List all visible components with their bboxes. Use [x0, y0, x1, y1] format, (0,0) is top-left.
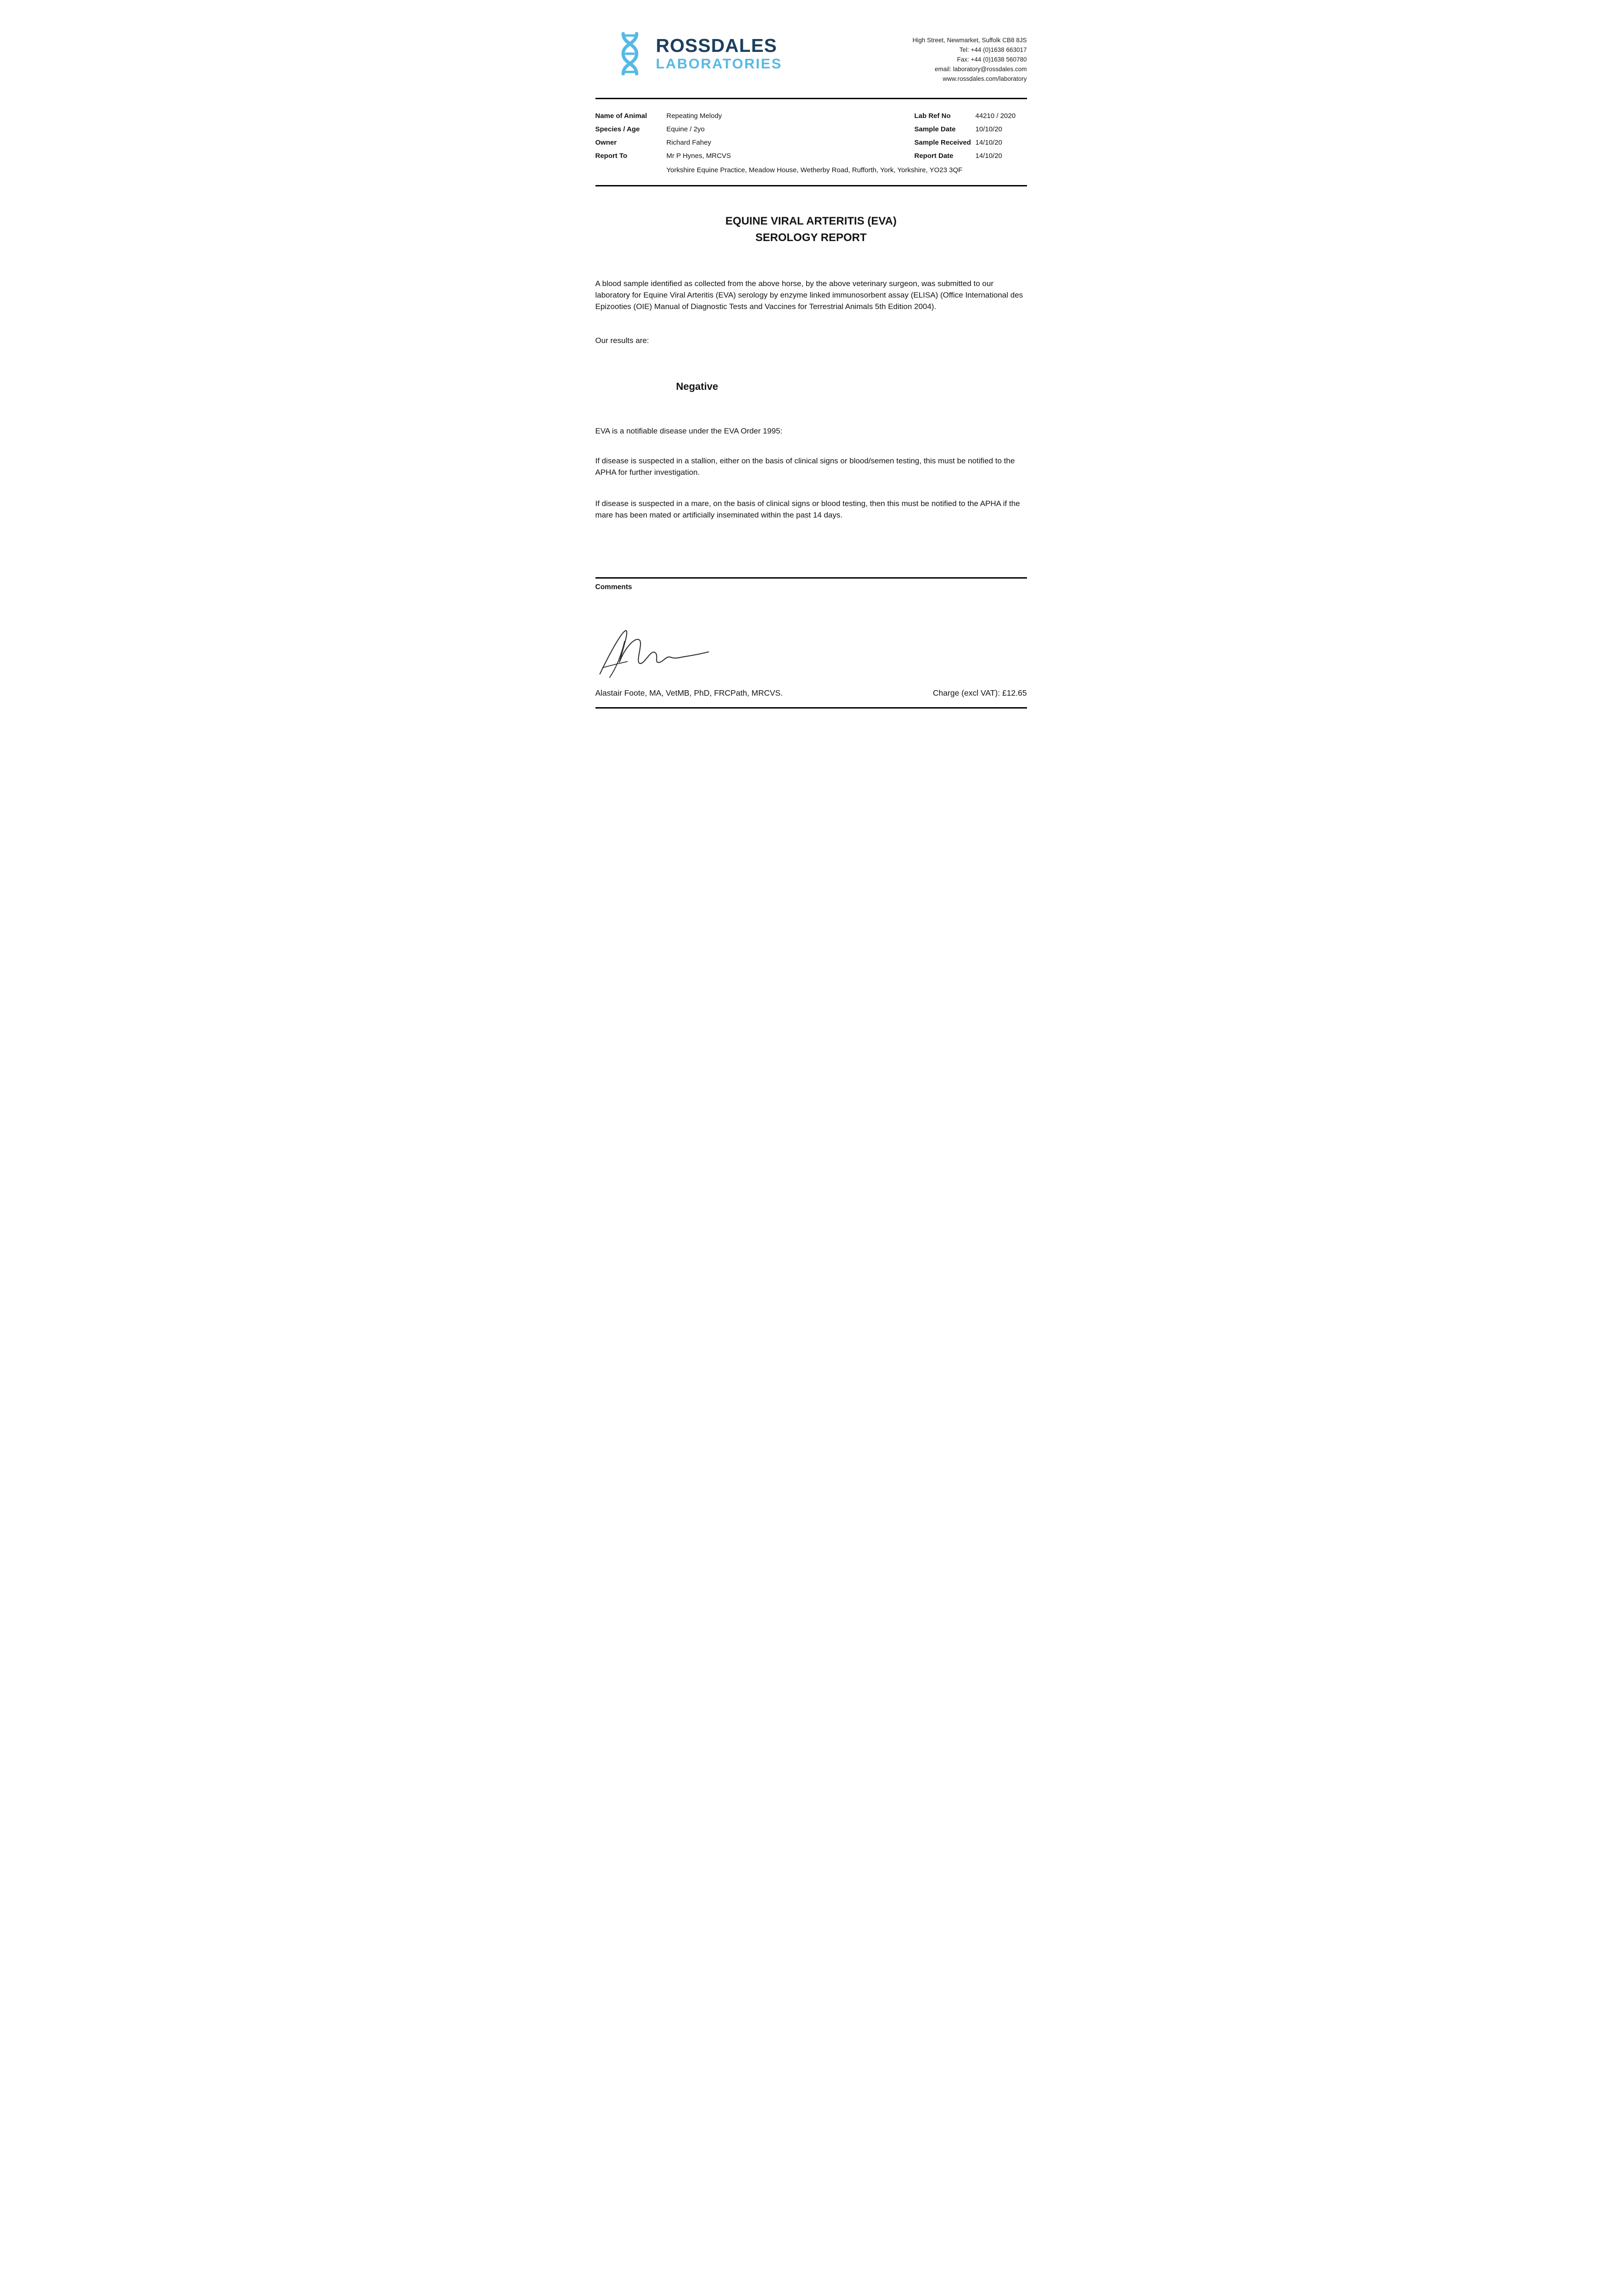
notifiable-disease-note: EVA is a notifiable disease under the EVA Order 1995:	[595, 426, 783, 435]
signatory-name: Alastair Foote, MA, VetMB, PhD, FRCPath, MRCVS.	[595, 688, 783, 698]
brand-subname: LABORATORIES	[656, 56, 782, 72]
signature-row	[595, 688, 1027, 698]
brand-wordmark	[656, 36, 782, 72]
contact-address: High Street, Newmarket, Suffolk CB8 8JS	[912, 37, 1027, 44]
contact-tel: Tel: +44 (0)1638 663017	[959, 46, 1027, 53]
contact-email: email: laboratory@rossdales.com	[934, 65, 1027, 73]
detail-label-sample-received: Sample Received	[914, 138, 971, 146]
charge-amount: Charge (excl VAT): £12.65	[932, 688, 1027, 698]
header	[595, 32, 1027, 84]
detail-label-species-age: Species / Age	[595, 125, 640, 133]
detail-label-report-to: Report To	[595, 152, 628, 160]
detail-value-sample-received: 14/10/20	[975, 138, 1002, 146]
practice-address: Yorkshire Equine Practice, Meadow House, Wetherby Road, Rufforth, York, Yorkshire, YO23 3QF	[666, 166, 963, 174]
divider-bottom	[595, 707, 1027, 709]
mare-notice: If disease is suspected in a mare, on the basis of clinical signs or blood testing, then this must be notified to the APHA if the mare has been mated or artificially inseminated within the past 14 days.	[595, 499, 1020, 519]
detail-label-sample-date: Sample Date	[914, 125, 956, 133]
detail-label-name-of-animal: Name of Animal	[595, 112, 647, 120]
divider-details-bottom	[595, 185, 1027, 186]
results-lead: Our results are:	[595, 336, 649, 345]
sample-details-table	[595, 112, 1027, 174]
report-title	[595, 213, 1027, 246]
comments-label: Comments	[595, 583, 632, 591]
divider-top	[595, 98, 1027, 99]
detail-value-species-age: Equine / 2yo	[666, 125, 705, 133]
detail-value-owner: Richard Fahey	[666, 138, 712, 146]
detail-label-report-date: Report Date	[914, 152, 954, 160]
report-page	[559, 0, 1064, 715]
brand-name: ROSSDALES	[656, 35, 777, 56]
intro-paragraph: A blood sample identified as collected from the above horse, by the above veterinary surgeon, was submitted to our laboratory for Equine Viral Arteritis (EVA) serology by enzyme linked immunosorbent assay (ELISA) (Office International des Epizooties (OIE) Manual of Diagnostic Tests and Vaccines for Terrestrial Animals 5th Edition 2004).	[595, 279, 1023, 311]
sample-details	[595, 112, 1027, 174]
brand-logo	[613, 32, 782, 75]
dna-helix-icon	[613, 32, 647, 75]
signature	[596, 625, 1027, 682]
detail-value-name-of-animal: Repeating Melody	[666, 112, 722, 120]
detail-value-report-date: 14/10/20	[975, 152, 1002, 160]
contact-block	[913, 36, 1027, 84]
contact-website: www.rossdales.com/laboratory	[943, 75, 1027, 82]
result-value: Negative	[676, 380, 718, 392]
report-title-line2: SEROLOGY REPORT	[755, 231, 867, 244]
detail-label-owner: Owner	[595, 138, 617, 146]
stallion-notice: If disease is suspected in a stallion, either on the basis of clinical signs or blood/semen testing, this must be notified to the APHA for further investigation.	[595, 456, 1015, 477]
detail-value-report-to: Mr P Hynes, MRCVS	[666, 152, 731, 160]
report-title-line1: EQUINE VIRAL ARTERITIS (EVA)	[725, 214, 897, 227]
detail-value-sample-date: 10/10/20	[975, 125, 1002, 133]
detail-value-lab-ref: 44210 / 2020	[975, 112, 1016, 120]
divider-comments	[595, 577, 1027, 579]
contact-fax: Fax: +44 (0)1638 560780	[957, 56, 1027, 63]
detail-label-lab-ref: Lab Ref No	[914, 112, 951, 120]
